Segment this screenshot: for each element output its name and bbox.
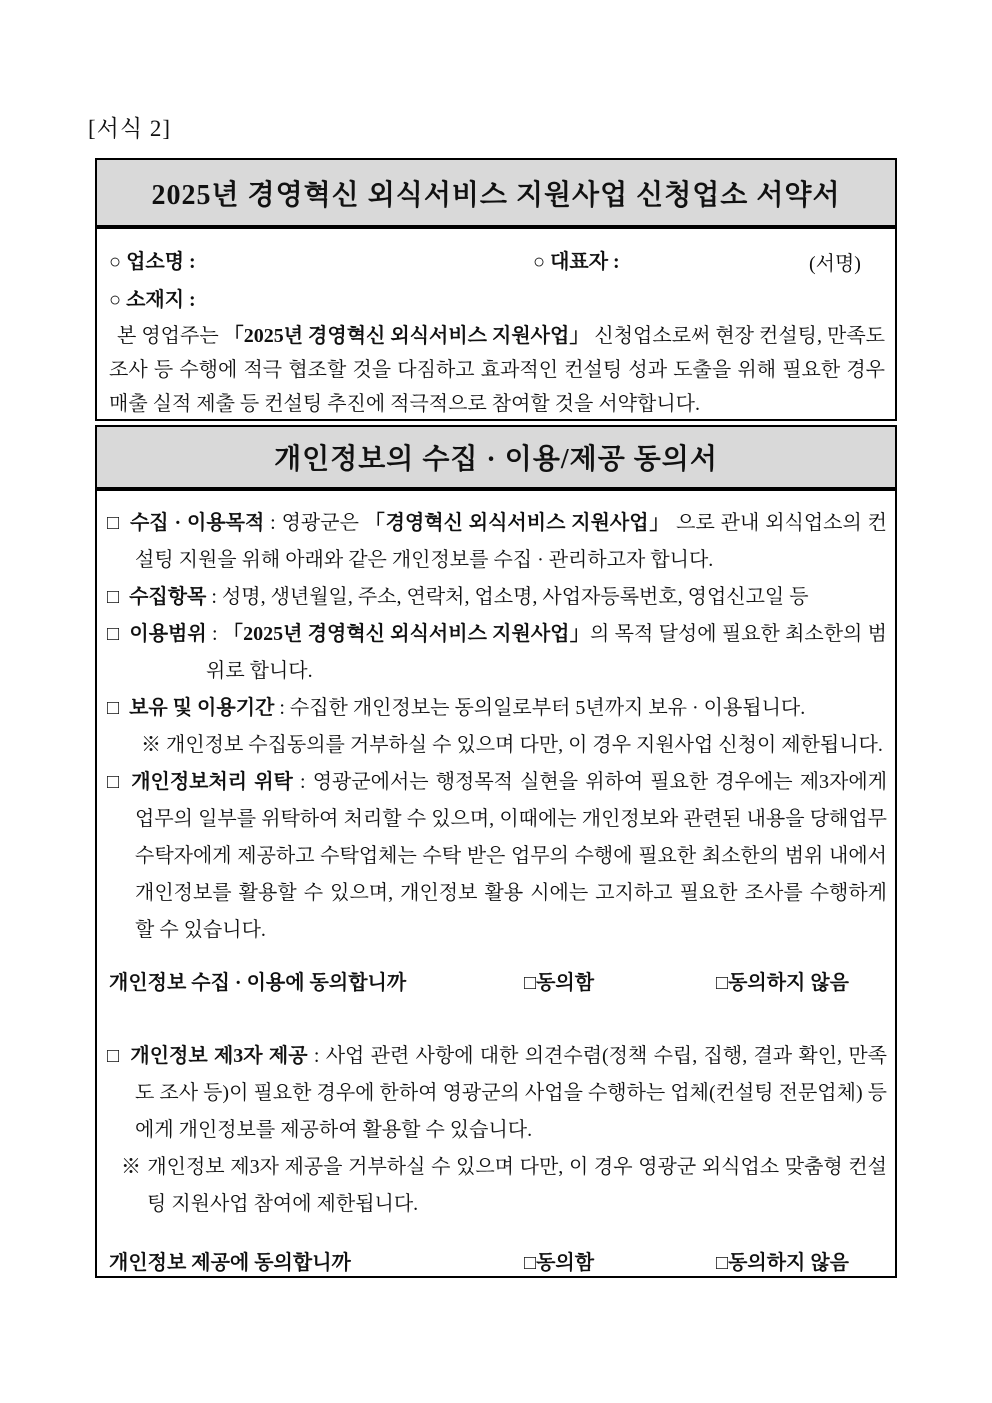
checkbox-option-agree[interactable]: □동의함 <box>524 1252 595 1274</box>
scope-program-name: 「2025년 경영혁신 외식서비스 지원사업」 <box>222 623 591 645</box>
representative-field-label[interactable]: ○ 대표자 : <box>533 251 620 273</box>
consent-body-section <box>95 489 897 1278</box>
signature-label: (서명) <box>809 253 861 275</box>
consent-question-provision <box>107 1245 887 1282</box>
scope-label: 이용범위 <box>129 623 207 645</box>
scope-post: 의 목적 달성에 필요한 최소한의 범위로 합니다. <box>206 623 887 682</box>
consent-item-third-party <box>107 1038 887 1149</box>
consent-title <box>95 425 897 489</box>
retention-text: 수집한 개인정보는 동의일로부터 5년까지 보유 · 이용됩니다. <box>289 697 806 719</box>
purpose-post: 으로 관내 외식업소의 컨설팅 지원을 위해 아래와 같은 개인정보를 수집 · 관리하고자 합니다. <box>135 512 887 571</box>
outsourcing-text: 영광군에서는 행정목적 실현을 위하여 필요한 경우에는 제3자에게 업무의 일부를 위탁하여 처리할 수 있으며, 이때에는 개인정보와 관련된 내용을 당해업무 수탁자에게 제공하고 수탁업체는 수탁 받은 업무의 수행에 필요한 최소한의 범위 내에서 개인정보를 활용할 수 있으며, 개인정보 활용 시에는 고지하고 필요한 조사를 수행하게 할 수 있습니다. <box>135 771 888 941</box>
consent-item-purpose <box>107 505 887 579</box>
checkbox-option-disagree[interactable]: □동의하지 않음 <box>716 972 849 994</box>
square-bullet-icon: □ <box>107 697 120 719</box>
reference-mark-icon: ※ <box>121 1156 148 1178</box>
question2-text: 개인정보 제공에 동의합니까 <box>109 1252 351 1274</box>
note1-text: 개인정보 수집동의를 거부하실 수 있으며 다만, 이 경우 지원사업 신청이 제한됩니다. <box>166 734 883 756</box>
consent-item-outsourcing <box>107 764 887 949</box>
address-field-label[interactable]: ○ 소재지 : <box>109 289 196 311</box>
outsourcing-sep: : <box>292 771 313 793</box>
pledge-statement-post: 신청업소로써 현장 컨설팅, 만족도 조사 등 수행에 적극 협조할 것을 다짐하고 효과적인 컨설팅 성과 도출을 위해 필요한 경우 매출 실적 제출 등 컨설팅 추진에 적극적으로 참여할 것을 서약합니다. <box>109 325 885 415</box>
collect-text: 성명, 생년월일, 주소, 연락처, 업소명, 사업자등록번호, 영업신고일 등 <box>221 586 809 608</box>
pledge-statement <box>109 319 885 421</box>
scope-sep: : <box>206 623 223 645</box>
purpose-label: 수집 · 이용목적 <box>129 512 265 534</box>
outsourcing-label: 개인정보처리 위탁 <box>131 771 293 793</box>
retention-label: 보유 및 이용기간 <box>129 697 275 719</box>
square-bullet-icon: □ <box>107 1045 121 1067</box>
reference-mark-icon: ※ <box>141 734 166 756</box>
collect-sep: : <box>206 586 222 608</box>
third-party-label: 개인정보 제3자 제공 <box>130 1045 308 1067</box>
business-name-field-label[interactable]: ○ 업소명 : <box>109 251 196 273</box>
retention-sep: : <box>274 697 290 719</box>
pledge-body-section <box>95 227 897 421</box>
purpose-program-name: 「경영혁신 외식서비스 지원사업」 <box>364 512 671 534</box>
square-bullet-icon: □ <box>107 623 120 645</box>
checkbox-option-agree[interactable]: □동의함 <box>524 972 595 994</box>
pledge-title <box>95 158 897 227</box>
third-party-text: 사업 관련 사항에 대한 의견수렴(정책 수립, 집행, 결과 확인, 만족도 조사 등)이 필요한 경우에 한하여 영광군의 사업을 수행하는 업체(컨설팅 전문업체) 등에게 개인정보를 제공하여 활용할 수 있습니다. <box>135 1045 887 1141</box>
form-number-label: [서식 2] <box>88 116 172 141</box>
pledge-statement-pre: 본 영업주는 <box>117 325 224 347</box>
checkbox-option-disagree[interactable]: □동의하지 않음 <box>716 1252 849 1274</box>
consent-item-retention <box>107 690 887 727</box>
consent-item-scope <box>107 616 887 690</box>
square-bullet-icon: □ <box>107 771 122 793</box>
address-field-label-row <box>109 283 885 317</box>
form-document <box>95 158 897 1278</box>
collect-label: 수집항목 <box>129 586 207 608</box>
note2-text: 개인정보 제3자 제공을 거부하실 수 있으며 다만, 이 경우 영광군 외식업소 맞춤형 컨설팅 지원사업 참여에 제한됩니다. <box>147 1156 887 1215</box>
consent-title-text: 개인정보의 수집 · 이용/제공 동의서 <box>274 444 718 475</box>
consent-question-collection <box>107 965 887 1002</box>
square-bullet-icon: □ <box>107 586 120 608</box>
pledge-title-text: 2025년 경영혁신 외식서비스 지원사업 신청업소 서약서 <box>151 179 841 211</box>
square-bullet-icon: □ <box>107 512 120 534</box>
consent-note-collection-refusal <box>107 727 887 764</box>
purpose-pre: 영광군은 <box>281 512 365 534</box>
pledge-statement-program-name: 「2025년 경영혁신 외식서비스 지원사업」 <box>223 325 590 347</box>
purpose-sep: : <box>264 512 282 534</box>
third-party-sep: : <box>307 1045 326 1067</box>
question1-text: 개인정보 수집 · 이용에 동의합니까 <box>109 972 407 994</box>
consent-item-collect <box>107 579 887 616</box>
pledge-fields-row <box>109 245 885 283</box>
consent-note-third-party-refusal <box>107 1149 887 1223</box>
